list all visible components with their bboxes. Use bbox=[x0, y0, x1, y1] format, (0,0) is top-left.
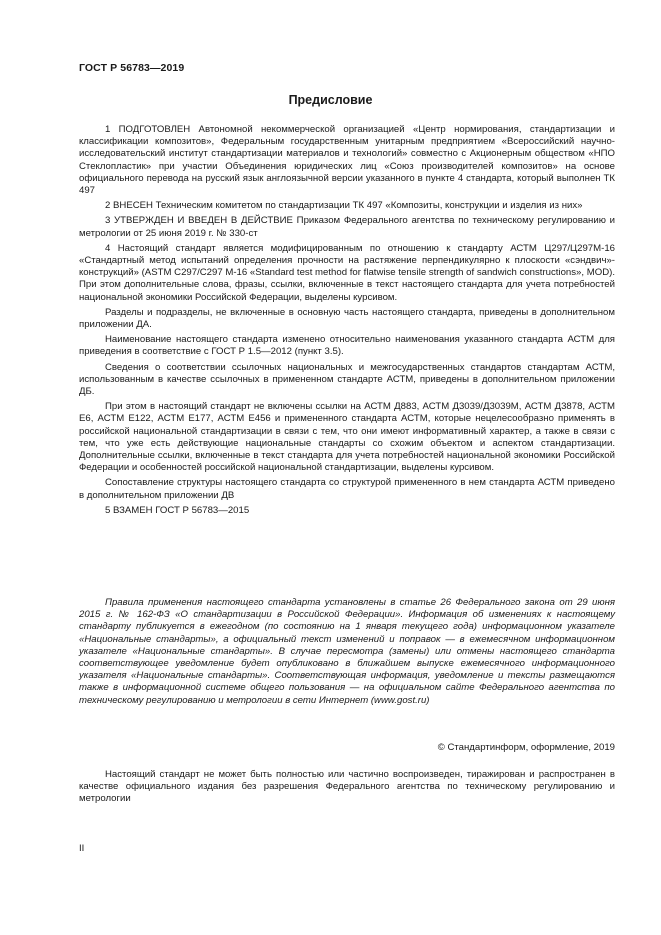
page-title: Предисловие bbox=[288, 93, 373, 107]
paragraph-name-changed: Наименование настоящего стандарта изменено относительно наименования указанного стандарта АСТМ для приведения в соответствие с ГОСТ Р 1.5—2012 (пункт 3.5). bbox=[79, 334, 615, 358]
foreword-body bbox=[79, 124, 615, 520]
rules-notice: Правила применения настоящего стандарта установлены в статье 26 Федерального закона от 29 июня 2015 г. № 162-ФЗ «О стандартизации в Российской Федерации». Информация об изменениях к настоящему стандарту публикуется в ежегодном (по состоянию на 1 января текущего года) информационном указателе «Национальные стандарты», а официальный текст изменений и поправок — в ежемесячном информационном указателе «Национальные стандарты». В случае пересмотра (замены) или отмены настоящего стандарта соответствующее уведомление будет опубликовано в ближайшем выпуске ежемесячного информационного указателя «Национальные стандарты». Соответствующая информация, уведомление и тексты размещаются также в информационной системе общего пользования — на официальном сайте Федерального агентства по техническому регулированию и метрологии в сети Интернет (www.gost.ru) bbox=[79, 597, 615, 706]
standard-code-header: ГОСТ Р 56783—2019 bbox=[79, 62, 185, 74]
paragraph-replaces: 5 ВЗАМЕН ГОСТ Р 56783—2015 bbox=[105, 504, 250, 516]
paragraph-references-info: Сведения о соответствии ссылочных национальных и межгосударственных стандартов стандартам АСТМ, использованным в качестве ссылочных в примененном стандарте АСТМ, приведены в дополнительном приложении ДБ. bbox=[79, 361, 615, 398]
page-number: II bbox=[79, 843, 85, 854]
paragraph-structure-comparison: Сопоставление структуры настоящего стандарта со структурой примененного в нем стандарта АСТМ приведено в дополнительном приложении ДВ bbox=[79, 477, 615, 501]
paragraph-prepared: 1 ПОДГОТОВЛЕН Автономной некоммерческой организацией «Центр нормирования, стандартизации и классификации композитов», Федеральным государственным унитарным предприятием «Всероссийский научно-исследовательский институт стандартизации материалов и технологий» совместно с Акционерным обществом «НПО Стеклопластик» при участии Объединения юридических лиц «Союз производителей композитов» на основе официального перевода на русский язык англоязычной версии указанного в пункте 4 стандарта, который выполнен ТК 497 bbox=[79, 124, 615, 197]
reproduction-notice: Настоящий стандарт не может быть полностью или частично воспроизведен, тиражирован и распространен в качестве официального издания без разрешения Федерального агентства по техническому регулированию и метрологии bbox=[79, 769, 615, 805]
paragraph-sections: Разделы и подразделы, не включенные в основную часть настоящего стандарта, приведены в дополнительном приложении ДА. bbox=[79, 306, 615, 331]
paragraph-approved: 3 УТВЕРЖДЕН И ВВЕДЕН В ДЕЙСТВИЕ Приказом Федерального агентства по техническому регулированию и метрологии от 25 июня 2019 г. № 330-ст bbox=[79, 215, 615, 239]
paragraph-modified: 4 Настоящий стандарт является модифицированным по отношению к стандарту АСТМ Ц297/Ц297М-16 «Стандартный метод испытаний определения прочности на растяжение перпендикулярно к плоскости «сэндвич»-конструкций» (ASTM C297/C297 M-16 «Standard test method for flatwise tensile strength of sandwich constructions», MOD). При этом дополнительные слова, фразы, ссылки, включенные в текст настоящего стандарта для учета потребностей национальной экономики Российской Федерации, выделены курсивом. bbox=[79, 242, 615, 303]
copyright-line: © Стандартинформ, оформление, 2019 bbox=[437, 742, 615, 753]
paragraph-introduced: 2 ВНЕСЕН Техническим комитетом по стандартизации ТК 497 «Композиты, конструкции и изделия из них» bbox=[105, 200, 583, 212]
paragraph-excluded-references: При этом в настоящий стандарт не включены ссылки на АСТМ Д883, АСТМ Д3039/Д3039М, АСТМ Д3878, АСТМ Е6, АСТМ Е122, АСТМ Е177, АСТМ Е456 и примененного стандарта АСТМ, которые нецелесообразно применять в российской национальной стандартизации в связи с тем, что они имеют информативный характер, а также в связи с тем, что уже есть действующие национальные стандарты со схожим объектом и аспектом стандартизации. Дополнительные ссылки, включенные в текст стандарта для учета потребностей национальной экономики Российской Федерации и особенностей российской национальной стандартизации, выделены курсивом. bbox=[79, 401, 615, 474]
